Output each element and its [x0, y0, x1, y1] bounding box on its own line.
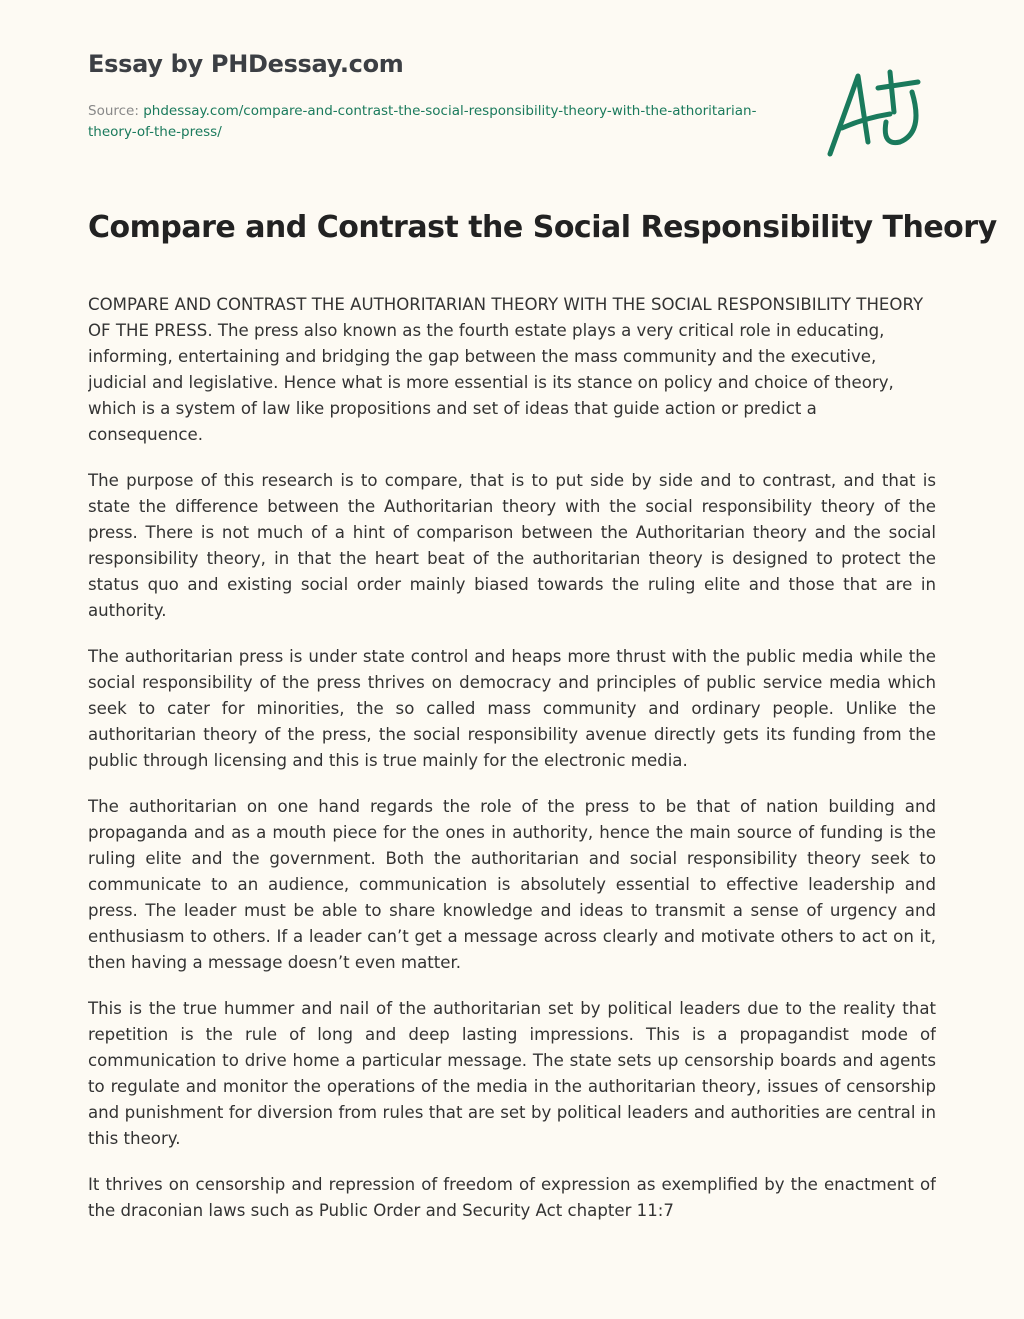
source-label: Source: — [88, 103, 139, 119]
essay-body — [88, 292, 936, 1271]
paragraph: The authoritarian press is under state control and heaps more thrust with the public media while the social responsibility of the press thrives on democracy and principles of public service media which seek to cater for minorities, the so called mass community and ordinary people. Unlike the authoritarian theory of the press, the social responsibility avenue directly gets its funding from the public through licensing and this is true mainly for the electronic media. — [88, 647, 936, 770]
page-header — [0, 0, 1024, 190]
paragraph: The purpose of this research is to compare, that is to put side by side and to contrast, and that is state the difference between the Authoritarian theory with the social responsibility theory of the press. There is not much of a hint of comparison between the Authoritarian theory and the social responsibility theory, in that the heart beat of the authoritarian theory is designed to protect the status quo and existing social order mainly biased towards the ruling elite and those that are in authority. — [88, 471, 936, 620]
a-plus-logo-icon — [820, 62, 930, 162]
paragraph: It thrives on censorship and repression of freedom of expression as exemplified by the enactment of the draconian laws such as Public Order and Security Act chapter 11:7 — [88, 1175, 936, 1220]
paragraph: The authoritarian on one hand regards the role of the press to be that of nation building and propaganda and as a mouth piece for the ones in authority, hence the main source of funding is the ruling elite and the government. Both the authoritarian and social responsibility theory seek to communicate to an audience, communication is absolutely essential to effective leadership and press. The leader must be able to share knowledge and ideas to transmit a sense of urgency and enthusiasm to others. If a leader can’t get a message across clearly and motivate others to act on it, then having a message doesn’t even matter. — [88, 797, 936, 972]
site-title: Essay by PHDessay.com — [88, 50, 404, 78]
paragraph: COMPARE AND CONTRAST THE AUTHORITARIAN THEORY WITH THE SOCIAL RESPONSIBILITY THEORY OF THE PRESS. The press also known as the fourth estate plays a very critical role in educating, informing, entertaining and bridging the gap between the mass community and the executive, judicial and legislative. Hence what is more essential is its stance on policy and choice of theory, which is a system of law like propositions and set of ideas that guide action or predict a consequence. — [88, 295, 924, 444]
source-link[interactable]: phdessay.com/compare-and-contrast-the-social-responsibility-theory-with-the-athoritarian-theory-of-the-press/ — [88, 103, 757, 140]
paragraph: This is the true hummer and nail of the authoritarian set by political leaders due to the reality that repetition is the rule of long and deep lasting impressions. This is a propagandist mode of communication to drive home a particular message. The state sets up censorship boards and agents to regulate and monitor the operations of the media in the authoritarian theory, issues of censorship and punishment for diversion from rules that are set by political leaders and authorities are central in this theory. — [88, 999, 936, 1148]
page-title: Compare and Contrast the Social Responsibility Theory — [88, 210, 997, 245]
source-line — [88, 101, 768, 143]
